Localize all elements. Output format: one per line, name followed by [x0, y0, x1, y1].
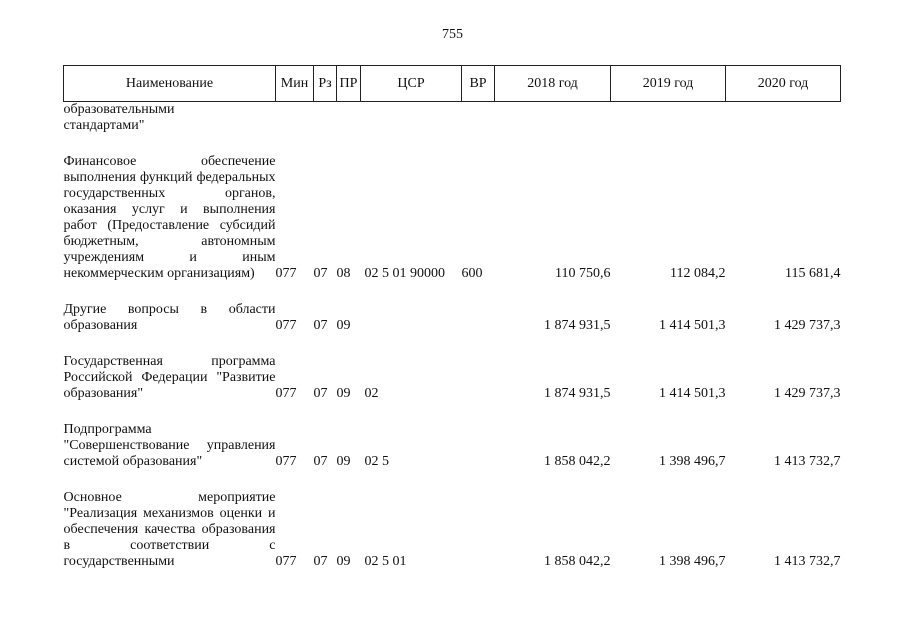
row-pr: 09 [336, 318, 351, 333]
header-2018: 2018 год [495, 66, 611, 102]
row-2019: 112 084,2 [670, 266, 726, 281]
header-rz: Рз [314, 66, 337, 102]
table-row [64, 102, 841, 135]
row-2020: 1 429 737,3 [774, 318, 841, 333]
row-name: Другие вопросы в области образования [63, 302, 276, 333]
row-2018 [495, 102, 611, 135]
row-pr: 09 [336, 386, 351, 401]
row-rz: 07 [313, 318, 328, 333]
row-csr [361, 302, 462, 334]
row-csr: 02 5 01 [364, 554, 407, 569]
table-header-row [64, 66, 841, 102]
header-2019: 2019 год [611, 66, 726, 102]
header-name: Наименование [64, 66, 276, 102]
row-csr: 02 [364, 386, 379, 401]
header-min: Мин [276, 66, 314, 102]
row-2020 [726, 102, 841, 135]
row-vr [462, 302, 495, 334]
budget-table [63, 65, 841, 570]
table-row [64, 422, 841, 470]
row-rz: 07 [313, 454, 328, 469]
row-2018: 1 858 042,2 [544, 554, 611, 569]
row-name: Подпрограмма "Совершенствование управления системой образования" [63, 422, 276, 469]
row-pr: 09 [336, 454, 351, 469]
row-2020: 115 681,4 [785, 266, 841, 281]
table-row [64, 154, 841, 282]
row-rz: 07 [313, 554, 328, 569]
row-vr [462, 102, 495, 135]
row-2019: 1 398 496,7 [659, 454, 726, 469]
row-2019: 1 398 496,7 [659, 554, 726, 569]
row-spacer [64, 334, 841, 354]
row-csr: 02 5 01 90000 [364, 266, 445, 281]
row-vr: 600 [461, 266, 483, 281]
row-name: Государственная программа Российской Федерации "Развитие образования" [63, 354, 276, 401]
row-vr [462, 354, 495, 402]
row-vr [462, 422, 495, 470]
row-2020: 1 413 732,7 [774, 454, 841, 469]
header-2020: 2020 год [726, 66, 841, 102]
header-vr: ВР [462, 66, 495, 102]
row-name: Финансовое обеспечение выполнения функций федеральных государственных органов, оказания услуг и выполнения работ (Предоставление субсидий бюджетным, автономным учреждениям и иным некоммерческим организациям) [63, 154, 276, 281]
row-2019 [611, 102, 726, 135]
row-2020: 1 429 737,3 [774, 386, 841, 401]
row-rz: 07 [313, 266, 328, 281]
row-pr: 09 [336, 554, 351, 569]
row-vr [462, 490, 495, 570]
page-number: 755 [442, 27, 463, 42]
row-2019: 1 414 501,3 [659, 386, 726, 401]
row-2019: 1 414 501,3 [659, 318, 726, 333]
row-2018: 1 874 931,5 [544, 318, 611, 333]
row-spacer [64, 470, 841, 490]
row-spacer [64, 134, 841, 154]
table-row [64, 302, 841, 334]
row-rz: 07 [313, 386, 328, 401]
row-spacer [64, 402, 841, 422]
table-row [64, 490, 841, 570]
row-2020: 1 413 732,7 [774, 554, 841, 569]
row-name: Основное мероприятие "Реализация механизмов оценки и обеспечения качества образования в соответствии с государственными [63, 490, 276, 569]
row-pr: 08 [336, 266, 351, 281]
header-pr: ПР [337, 66, 361, 102]
row-2018: 1 858 042,2 [544, 454, 611, 469]
row-2018: 110 750,6 [555, 266, 611, 281]
row-min [276, 102, 314, 135]
row-rz [314, 102, 337, 135]
row-min: 077 [275, 454, 297, 469]
row-min: 077 [275, 266, 297, 281]
header-csr: ЦСР [361, 66, 462, 102]
row-pr [337, 102, 361, 135]
table-row [64, 354, 841, 402]
row-csr [361, 102, 462, 135]
row-2018: 1 874 931,5 [544, 386, 611, 401]
row-min: 077 [275, 318, 297, 333]
row-name: образовательными стандартами" [63, 102, 175, 133]
row-csr: 02 5 [364, 454, 389, 469]
row-min: 077 [275, 386, 297, 401]
row-min: 077 [275, 554, 297, 569]
row-spacer [64, 282, 841, 302]
